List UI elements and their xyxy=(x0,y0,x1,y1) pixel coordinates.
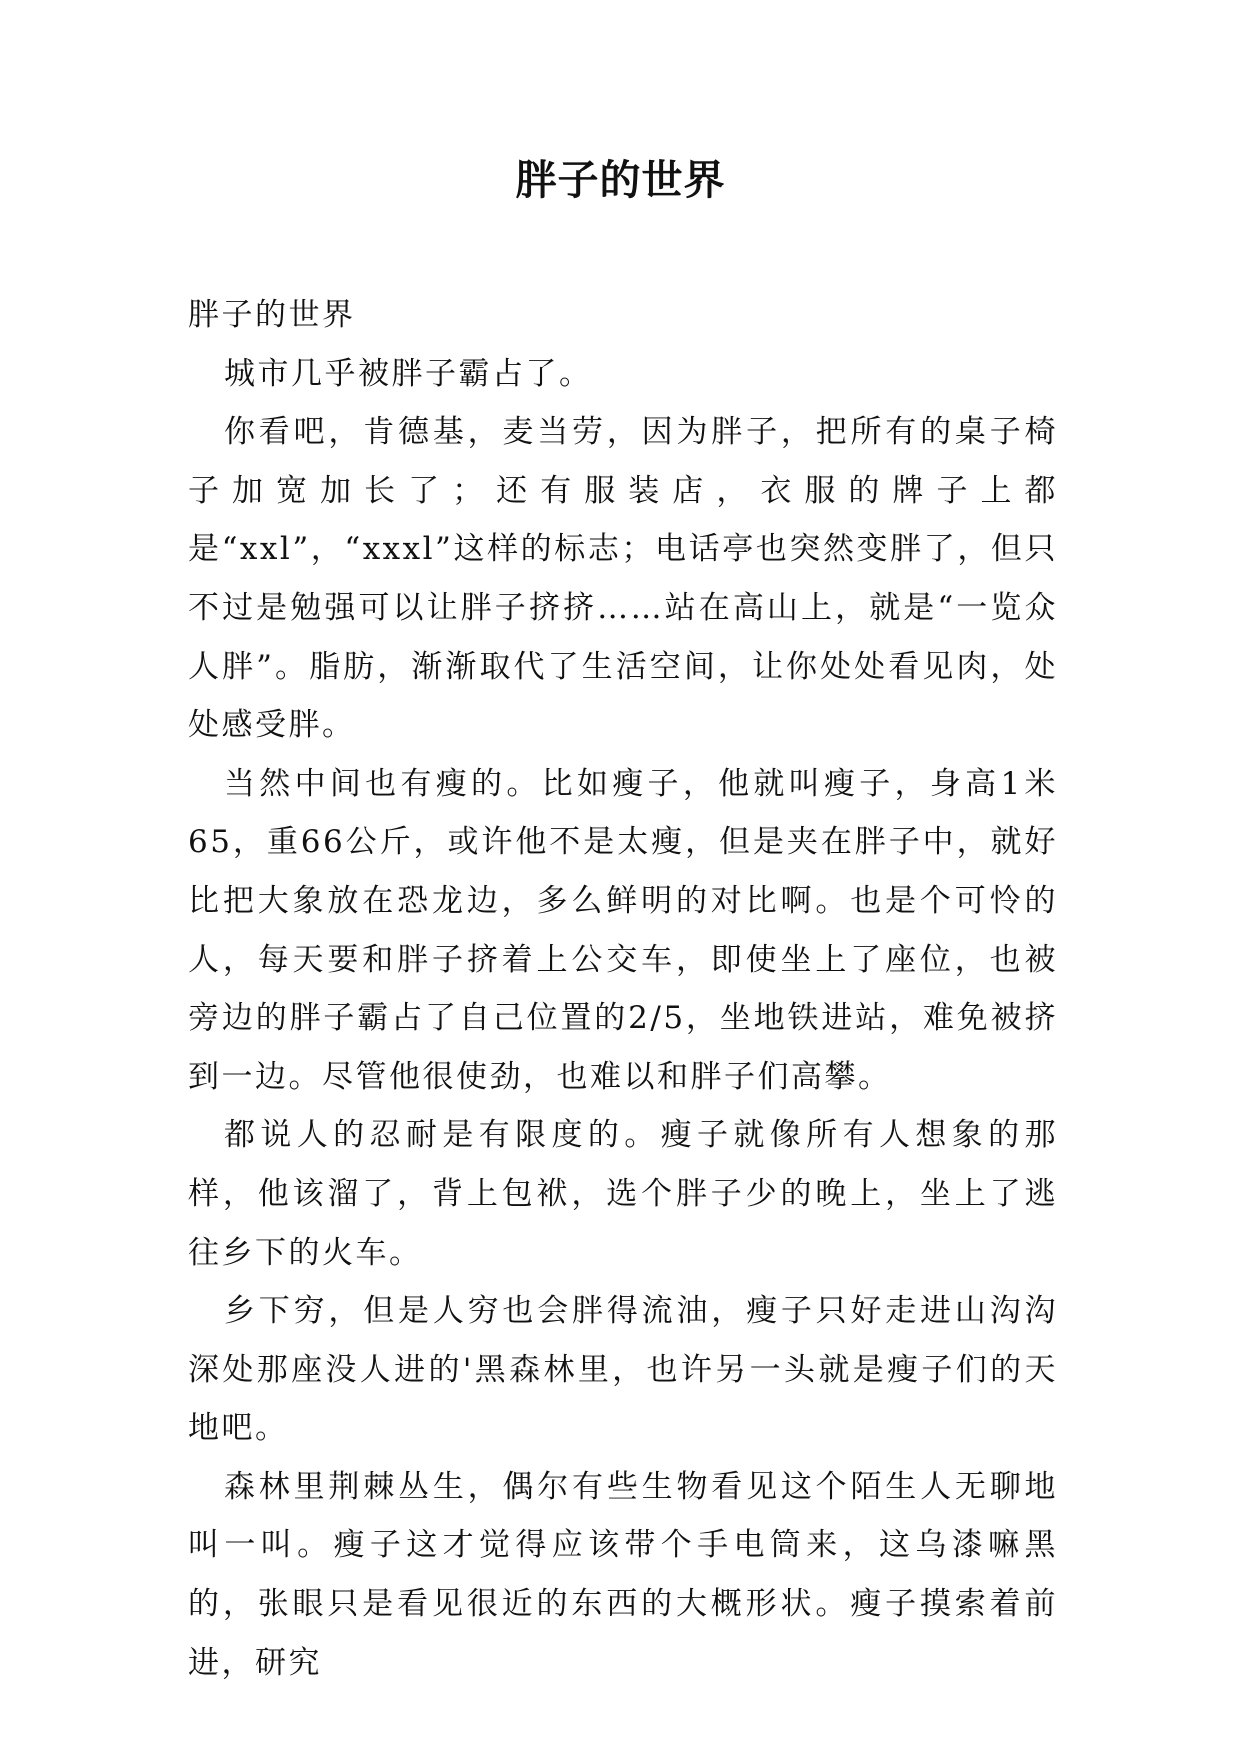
document-title: 胖子的世界 xyxy=(515,156,726,204)
paragraph: 城市几乎被胖子霸占了。 xyxy=(224,355,593,392)
paragraph: 森林里荆棘丛生，偶尔有些生物看见这个陌生人无聊地叫一叫。瘦子这才觉得应该带个手电筒来，这乌漆嘛黑的，张眼只是看见很近的东西的大概形状。瘦子摸索着前进，研究 xyxy=(188,1468,1058,1681)
document-body xyxy=(188,286,1058,1692)
document-subtitle: 胖子的世界 xyxy=(188,297,356,333)
paragraph: 当然中间也有瘦的。比如瘦子，他就叫瘦子，身高1米65，重66公斤，或许他不是太瘦，但是夹在胖子中，就好比把大象放在恐龙边，多么鲜明的对比啊。也是个可怜的人，每天要和胖子挤着上公交车，即使坐上了座位，也被旁边的胖子霸占了自己位置的2/5，坐地铁进站，难免被挤到一边。尽管他很使劲，也难以和胖子们高攀。 xyxy=(188,765,1058,1095)
paragraph: 乡下穷，但是人穷也会胖得流油，瘦子只好走进山沟沟深处那座没人进的'黑森林里，也许另一头就是瘦子们的天地吧。 xyxy=(188,1293,1058,1447)
paragraph: 都说人的忍耐是有限度的。瘦子就像所有人想象的那样，他该溜了，背上包袱，选个胖子少的晚上，坐上了逃往乡下的火车。 xyxy=(188,1117,1058,1271)
paragraph: 你看吧，肯德基，麦当劳，因为胖子，把所有的桌子椅子加宽加长了；还有服装店，衣服的牌子上都是“xxl”，“xxxl”这样的标志；电话亭也突然变胖了，但只不过是勉强可以让胖子挤挤……站在高山上，就是“一览众人胖”。脂肪，渐渐取代了生活空间，让你处处看见肉，处处感受胖。 xyxy=(188,414,1058,744)
